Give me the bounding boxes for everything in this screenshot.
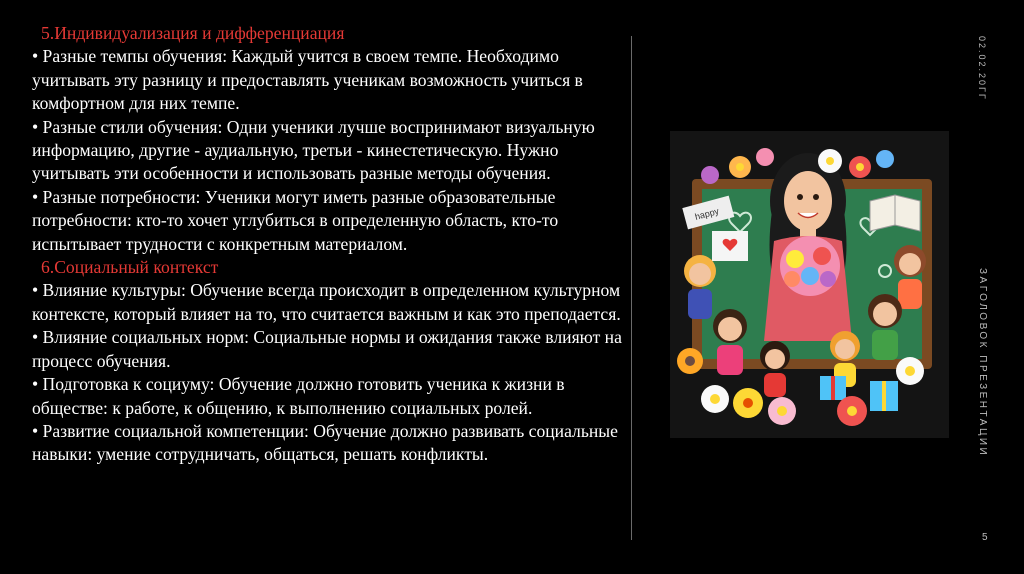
vertical-divider [631, 36, 632, 540]
section-5-bullet-needs: • Разные потребности: Ученики могут иметь разные образовательные потребности: кто-то хочет углубиться в определенную область, кто-то испытывает трудности с конкретным материалом. [32, 186, 559, 254]
section-6-heading: 6.Социальный контекст [41, 257, 219, 278]
section-5-bullet-styles: • Разные стили обучения: Одни ученики лучше воспринимают визуальную информацию, другие - аудиальную, третьи - кинестетическую. Нужно учитывать эти особенности и использовать разные методы обучения. [32, 116, 595, 184]
side-date: 02.02.20ГГ [977, 36, 987, 101]
section-5-bullet-pace: • Разные темпы обучения: Каждый учится в своем темпе. Необходимо учитывать эту разницу и предоставлять ученикам возможность учиться в комфортном для них темпе. [32, 46, 583, 114]
happy-sign-text: happy [693, 205, 721, 222]
section-6-bullet-norms: • Влияние социальных норм: Социальные нормы и ожидания также влияют на процесс обучения. [32, 327, 622, 371]
section-6-bullet-competence: • Развитие социальной компетенции: Обучение должно развивать социальные навыки: умение сотрудничать, общаться, решать конфликты. [32, 420, 618, 465]
teacher-with-children-picture [670, 131, 949, 438]
section-6-bullet-society: • Подготовка к социуму: Обучение должно готовить ученика к жизни в обществе: к работе, к общению, к выполнению социальных ролей. [32, 374, 565, 418]
side-presentation-title: ЗАГОЛОВОК ПРЕЗЕНТАЦИИ [977, 268, 988, 458]
teacher-illustration [670, 131, 949, 438]
page-number: 5 [982, 532, 988, 543]
section-6-bullet-culture: • Влияние культуры: Обучение всегда происходит в определенном культурном контексте, который влияет на то, что считается важным и как это преподается. [32, 280, 621, 324]
slide-body [32, 22, 622, 467]
section-5-heading: 5.Индивидуализация и дифференциация [41, 23, 345, 43]
